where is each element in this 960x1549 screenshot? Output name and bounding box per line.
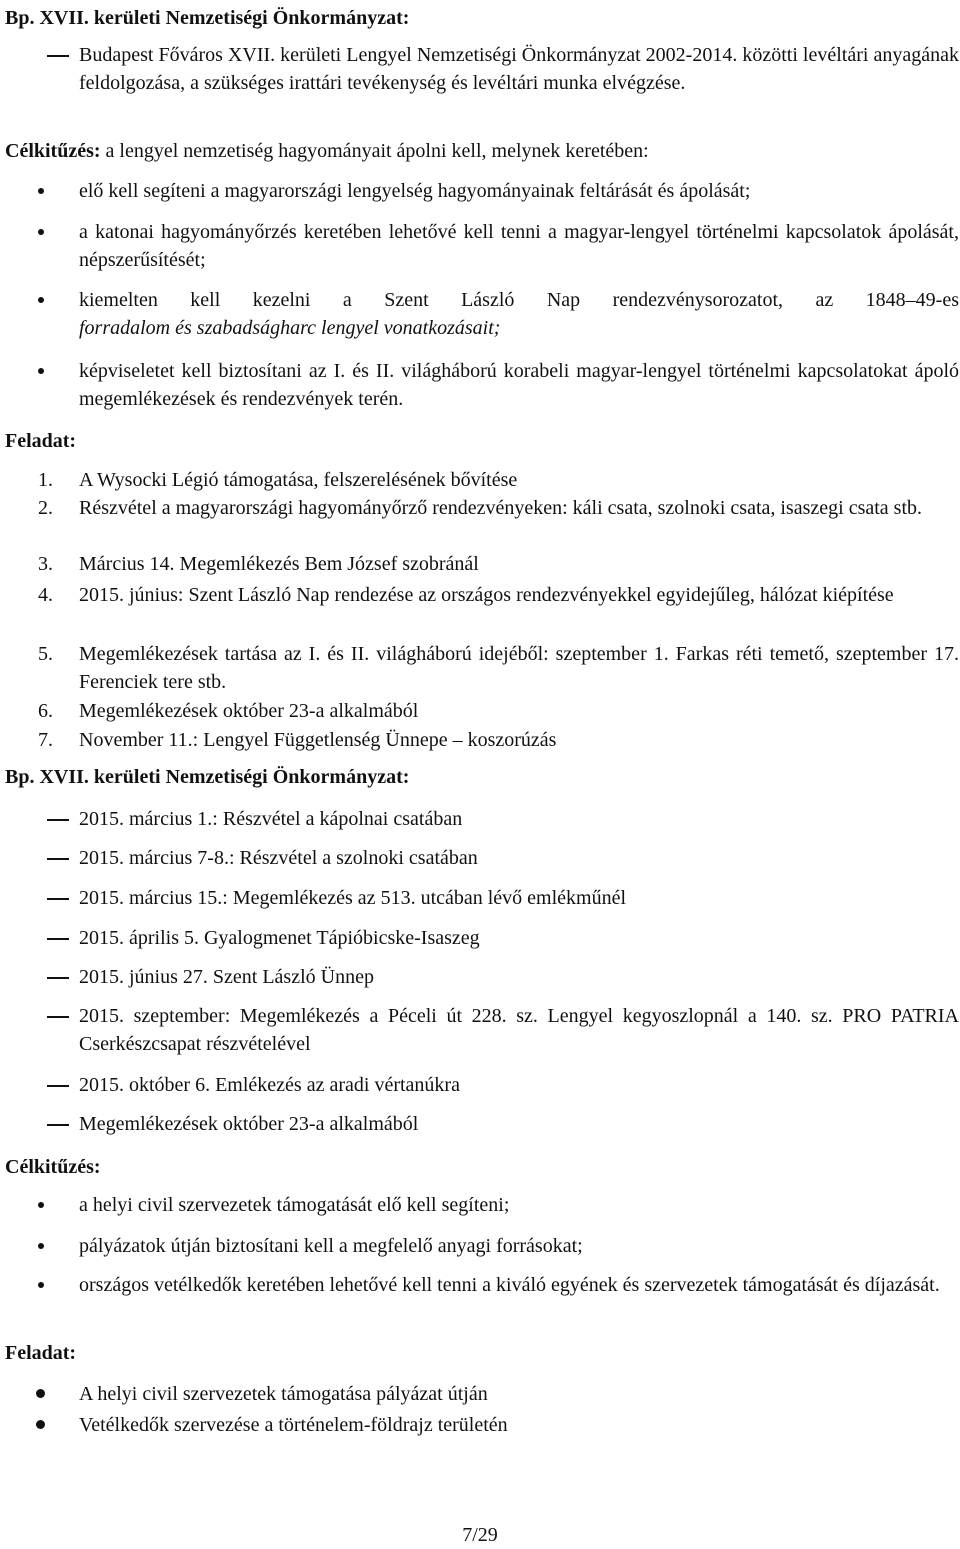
section-heading: Bp. XVII. kerületi Nemzetiségi Önkormányzat:: [5, 766, 410, 788]
dash-marker: [47, 977, 69, 979]
list-item: elő kell segíteni a magyarországi lengyelség hagyományainak feltárását és ápolását;: [79, 180, 751, 202]
list-item: Vetélkedők szervezése a történelem-földrajz területén: [79, 1414, 508, 1436]
task-label: Feladat:: [5, 1342, 77, 1364]
paragraph: Budapest Főváros XVII. kerületi Lengyel Nemzetiségi Önkormányzat 2002-2014. közötti levéltári anyagának feldolgozása, a szükséges irattári tevékenység és levéltári munka elvégzése.: [79, 44, 959, 94]
list-item: Megemlékezések tartása az I. és II. világháború idejéből: szeptember 1. Farkas réti temető, szeptember 17. Ferenciek tere stb.: [79, 643, 959, 693]
list-number: 5.: [38, 643, 53, 665]
bullet-marker: [38, 1243, 44, 1249]
dash-marker: [47, 1016, 69, 1018]
bullet-marker: [36, 1420, 45, 1429]
goal-intro: [5, 137, 955, 165]
bullet-marker: [36, 1389, 45, 1398]
list-item: 2015. június: Szent László Nap rendezése az országos rendezvényekkel egyidejűleg, hálózat kiépítése: [79, 584, 894, 606]
list-item: 2015. április 5. Gyalogmenet Tápióbicske-Isaszeg: [79, 927, 480, 949]
list-number: 2.: [38, 497, 53, 519]
goal-label: Célkitűzés:: [5, 140, 101, 162]
list-item: 2015. március 7-8.: Részvétel a szolnoki csatában: [79, 847, 478, 869]
dash-marker: [47, 858, 69, 860]
list-item: képviseletet kell biztosítani az I. és II. világháború korabeli magyar-lengyel történelmi kapcsolatokat ápoló megemlékezések és rendezvények terén.: [79, 360, 959, 410]
list-item: a katonai hagyományőrzés keretében lehetővé kell tenni a magyar-lengyel történelmi kapcsolatok ápolását, népszerűsítését;: [79, 221, 959, 271]
list-item: 2015. szeptember: Megemlékezés a Péceli út 228. sz. Lengyel kegyoszlopnál a 140. sz. PRO PATRIA Cserkészcsapat részvételével: [79, 1005, 959, 1055]
list-item: Március 14. Megemlékezés Bem József szobránál: [79, 553, 479, 575]
list-number: 6.: [38, 700, 53, 722]
bullet-marker: [38, 1282, 44, 1288]
list-item: A helyi civil szervezetek támogatása pályázat útján: [79, 1383, 488, 1405]
list-item: 2015. június 27. Szent László Ünnep: [79, 966, 374, 988]
list-item: A Wysocki Légió támogatása, felszerelésének bővítése: [79, 469, 518, 491]
list-item: Részvétel a magyarországi hagyományőrző rendezvényeken: káli csata, szolnoki csata, isaszegi csata stb.: [79, 497, 922, 519]
goal-label: Célkitűzés:: [5, 1156, 101, 1178]
list-item: 2015. március 15.: Megemlékezés az 513. utcában lévő emlékműnél: [79, 887, 627, 909]
list-item: [79, 286, 959, 342]
list-number: 7.: [38, 729, 53, 751]
bullet-marker: [38, 1202, 44, 1208]
list-item-italic: forradalom és szabadságharc lengyel vonatkozásait;: [79, 317, 501, 339]
list-item: November 11.: Lengyel Függetlenség Ünnepe – koszorúzás: [79, 729, 557, 751]
dash-marker: [47, 819, 69, 821]
list-number: 1.: [38, 469, 53, 491]
bullet-marker: [38, 229, 44, 235]
page-number: 7/29: [462, 1524, 498, 1546]
dash-marker: [47, 55, 69, 57]
section-heading: Bp. XVII. kerületi Nemzetiségi Önkormányzat:: [5, 7, 410, 29]
bullet-marker: [38, 297, 44, 303]
goal-intro-text: a lengyel nemzetiség hagyományait ápolni kell, melynek keretében:: [100, 140, 649, 162]
dash-marker: [47, 938, 69, 940]
list-item: Megemlékezések október 23-a alkalmából: [79, 1113, 419, 1135]
list-item: 2015. október 6. Emlékezés az aradi vértanúkra: [79, 1074, 460, 1096]
task-label: Feladat:: [5, 430, 77, 452]
list-item: pályázatok útján biztosítani kell a megfelelő anyagi forrásokat;: [79, 1235, 583, 1257]
dash-marker: [47, 1085, 69, 1087]
list-item: országos vetélkedők keretében lehetővé kell tenni a kiváló egyének és szervezetek támogatását és díjazását.: [79, 1274, 940, 1296]
list-item: a helyi civil szervezetek támogatását elő kell segíteni;: [79, 1194, 510, 1216]
list-number: 4.: [38, 584, 53, 606]
dash-marker: [47, 1124, 69, 1126]
list-item: Megemlékezések október 23-a alkalmából: [79, 700, 419, 722]
bullet-marker: [38, 188, 44, 194]
bullet-marker: [38, 368, 44, 374]
list-item-line: kiemelten kell kezelni a Szent László Nap rendezvénysorozatot, az 1848–49-es: [79, 289, 959, 311]
dash-marker: [47, 898, 69, 900]
list-number: 3.: [38, 553, 53, 575]
list-item: 2015. március 1.: Részvétel a kápolnai csatában: [79, 808, 463, 830]
